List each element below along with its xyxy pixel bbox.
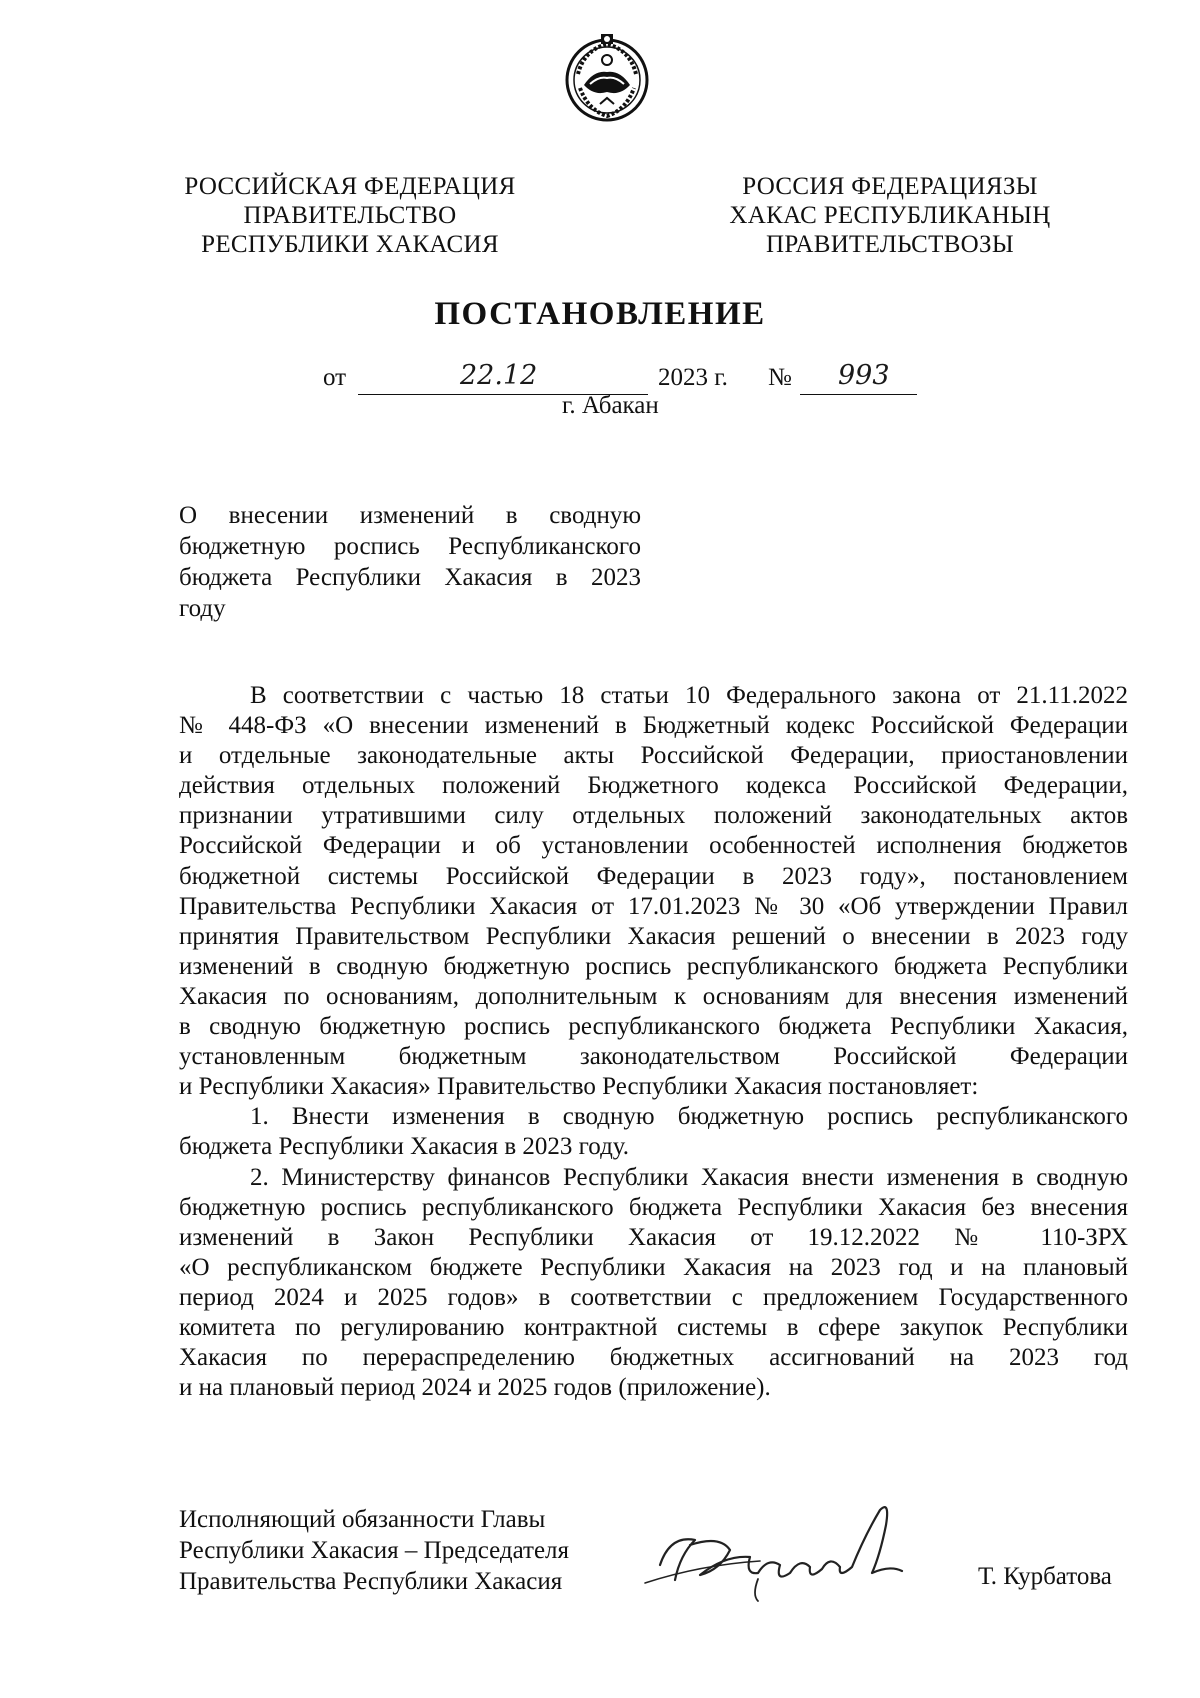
body-line: В соответствии с частью 18 статьи 10 Федерального закона от 21.11.2022 — [250, 682, 1128, 709]
body-line: «О республиканском бюджете Республики Хакасия на 2023 год и на плановый — [179, 1253, 1128, 1281]
body-line: Хакасия по перераспределению бюджетных ассигнований на 2023 год — [179, 1344, 1128, 1372]
header-khakas — [700, 172, 1080, 259]
body-line: установленным бюджетным законодательством Российской Федерации — [179, 1043, 1128, 1071]
body-line: изменений в сводную бюджетную роспись республиканского бюджета Республики — [179, 952, 1128, 980]
date-prefix: от — [323, 364, 347, 391]
body-line: бюджета Республики Хакасия в 2023 году. — [179, 1133, 630, 1161]
subject-line: бюджетную роспись Республиканского — [179, 533, 641, 560]
body-line: и отдельные законодательные акты Российской Федерации, приостановлении — [179, 742, 1128, 770]
coat-of-arms-emblem — [564, 30, 650, 130]
header-right-line-1: РОССИЯ ФЕДЕРАЦИЯЗЫ — [742, 173, 1038, 200]
date-handwritten: 22.12 — [460, 360, 538, 391]
header-left-line-2: ПРАВИТЕЛЬСТВО — [243, 202, 457, 229]
body-line: Правительства Республики Хакасия от 17.01.2023 № 30 «Об утверждении Правил — [179, 892, 1128, 920]
city-label: г. Абакан — [562, 392, 659, 419]
body-line: и на плановый период 2024 и 2025 годов (приложение). — [179, 1374, 771, 1402]
document-body — [179, 681, 1128, 1403]
subject-line: году — [179, 595, 226, 622]
signatory-position-line: Республики Хакасия – Председателя — [179, 1537, 570, 1564]
signatory-position-line: Правительства Республики Хакасия — [179, 1568, 563, 1595]
signatory-position — [179, 1504, 569, 1597]
body-line: комитета по регулированию контрактной системы в сфере закупок Республики — [179, 1313, 1128, 1341]
subject-line: бюджета Республики Хакасия в 2023 — [179, 564, 641, 591]
number-handwritten: 993 — [838, 360, 890, 391]
body-line: бюджетную роспись республиканского бюджета Республики Хакасия без внесения — [179, 1193, 1128, 1221]
body-line: № 448-ФЗ «О внесении изменений в Бюджетный кодекс Российской Федерации — [179, 712, 1128, 740]
signatory-name: Т. Курбатова — [978, 1563, 1112, 1590]
subject-line: О внесении изменений в сводную — [179, 502, 641, 529]
header-right-line-3: ПРАВИТЕЛЬСТВОЗЫ — [766, 231, 1014, 258]
body-line: Хакасия по основаниям, дополнительным к основаниям для внесения изменений — [179, 982, 1128, 1010]
document-type-title: ПОСТАНОВЛЕНИЕ — [434, 296, 766, 332]
handwritten-signature — [640, 1495, 930, 1605]
number-underline — [800, 394, 917, 395]
body-line: и Республики Хакасия» Правительство Республики Хакасия постановляет: — [179, 1073, 979, 1101]
header-left-line-1: РОССИЙСКАЯ ФЕДЕРАЦИЯ — [184, 173, 516, 200]
body-line: действия отдельных положений Бюджетного кодекса Российской Федерации, — [179, 772, 1128, 800]
body-line: 2. Министерству финансов Республики Хакасия внести изменения в сводную — [250, 1163, 1128, 1191]
body-line: 1. Внести изменения в сводную бюджетную роспись республиканского — [250, 1103, 1128, 1131]
year-label: 2023 г. — [658, 364, 728, 391]
body-line: в сводную бюджетную роспись республиканского бюджета Республики Хакасия, — [179, 1013, 1128, 1041]
body-line: Российской Федерации и об установлении особенностей исполнения бюджетов — [179, 832, 1128, 860]
body-line: период 2024 и 2025 годов» в соответствии с предложением Государственного — [179, 1283, 1128, 1311]
header-left-line-3: РЕСПУБЛИКИ ХАКАСИЯ — [201, 231, 499, 258]
body-line: принятия Правительством Республики Хакасия решений о внесении в 2023 году — [179, 922, 1128, 950]
document-subject — [179, 500, 641, 624]
header-russian — [160, 172, 540, 259]
body-line: бюджетной системы Российской Федерации в 2023 году», постановлением — [179, 862, 1128, 890]
body-line: изменений в Закон Республики Хакасия от 19.12.2022 № 110-ЗРХ — [179, 1223, 1128, 1251]
header-right-line-2: ХАКАС РЕСПУБЛИКАНЫҢ — [729, 202, 1051, 229]
body-line: признании утратившими силу отдельных положений законодательных актов — [179, 802, 1128, 830]
signatory-position-line: Исполняющий обязанности Главы — [179, 1506, 546, 1533]
number-sign: № — [768, 364, 792, 391]
